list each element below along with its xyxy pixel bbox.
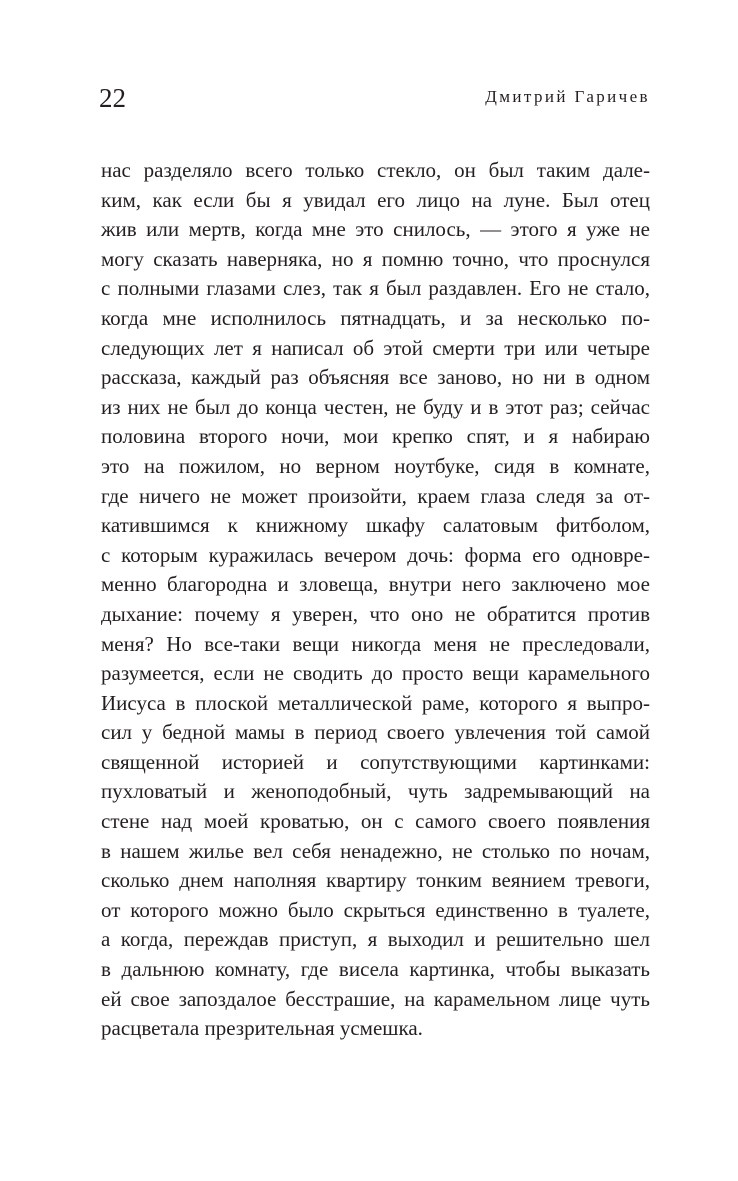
text-line: от которого можно было скрыться единственно в туалете, [101,897,650,922]
page-number: 22 [99,83,126,113]
text-line: меня? Но все-таки вещи никогда меня не преследовали, [101,631,650,656]
text-line: расцветала презрительная усмешка. [101,1016,423,1041]
text-line: могу сказать наверняка, но я помню точно, что проснулся [101,246,650,271]
text-line: с полными глазами слез, так я был раздавлен. Его не стало, [101,276,650,301]
text-line: нас разделяло всего только стекло, он был таким дале- [101,158,650,182]
text-line: когда мне исполнилось пятнадцать, и за несколько по- [101,305,650,330]
text-line: где ничего не может произойти, краем глаза следя за от- [101,483,650,508]
text-line: жив или мертв, когда мне это снилось, — этого я уже не [101,217,650,242]
running-head-author: Дмитрий Гаричев [485,87,650,106]
text-line: с которым куражилась вечером дочь: форма его одновре- [101,542,650,567]
text-line: это на пожилом, но верном ноутбуке, сидя в комнате, [101,453,650,478]
text-line: рассказа, каждый раз объясняя все заново, но ни в одном [101,365,650,390]
text-line: дыхание: почему я уверен, что оно не обратится против [101,601,650,626]
text-line: сколько днем наполняя квартиру тонким веянием тревоги, [101,868,650,893]
text-line: разумеется, если не сводить до просто вещи карамельного [101,661,650,686]
text-line: Иисуса в плоской металлической раме, которого я выпро- [101,690,650,715]
text-line: пухловатый и женоподобный, чуть задремывающий на [101,779,650,804]
text-line: менно благородна и зловеща, внутри него заключено мое [101,572,650,597]
text-line: а когда, переждав приступ, я выходил и решительно шел [101,927,650,952]
text-line: в нашем жилье вел себя ненадежно, не столько по ночам, [101,838,650,863]
text-line: стене над моей кроватью, он с самого своего появления [101,809,650,834]
body-text [101,156,650,1044]
text-line: ей свое запоздалое бесстрашие, на карамельном лице чуть [101,986,650,1011]
text-line: половина второго ночи, мои крепко спят, и я набираю [101,424,650,449]
text-line: в дальнюю комнату, где висела картинка, чтобы выказать [101,957,650,982]
text-line: священной историей и сопутствующими картинками: [101,749,650,774]
text-line: следующих лет я написал об этой смерти три или четыре [101,335,650,360]
text-line: из них не был до конца честен, не буду и в этот раз; сейчас [101,394,650,419]
text-line: катившимся к книжному шкафу салатовым фитболом, [101,513,650,538]
text-line: сил у бедной мамы в период своего увлечения той самой [101,720,650,745]
text-line: ким, как если бы я увидал его лицо на луне. Был отец [101,187,650,212]
